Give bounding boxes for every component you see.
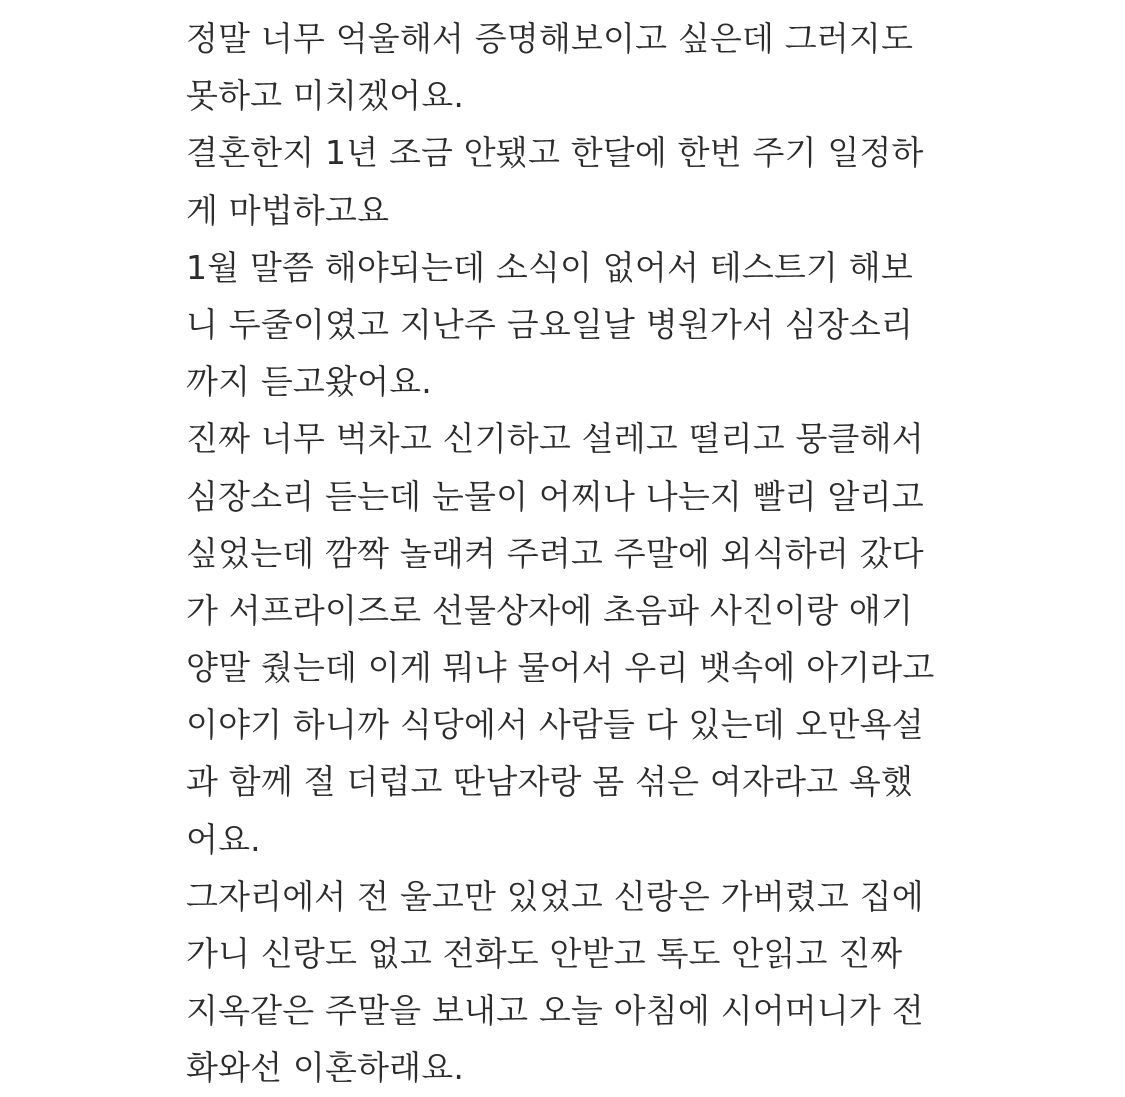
post-text-line: 어요. bbox=[186, 819, 261, 859]
post-text-line: 이야기 하니까 식당에서 사람들 다 있는데 오만욕설 bbox=[186, 705, 924, 745]
post-text-line: 양말 줬는데 이게 뭐냐 물어서 우리 뱃속에 아기라고 bbox=[186, 648, 935, 688]
post-text-line: 게 마법하고요 bbox=[186, 190, 390, 230]
post-text-line: 그자리에서 전 울고만 있었고 신랑은 가버렸고 집에 bbox=[186, 876, 924, 916]
post-text-line: 정말 너무 억울해서 증명해보이고 싶은데 그러지도 bbox=[186, 19, 914, 58]
post-text-line: 과 함께 절 더럽고 딴남자랑 몸 섞은 여자라고 욕했 bbox=[186, 762, 914, 802]
post-text-line: 싶었는데 깜짝 놀래켜 주려고 주말에 외식하러 갔다 bbox=[186, 533, 924, 573]
post-body bbox=[186, 10, 946, 1097]
post-text-line: 지옥같은 주말을 보내고 오늘 아침에 시어머니가 전 bbox=[186, 991, 924, 1031]
post-text-line: 1월 말쯤 해야되는데 소식이 없어서 테스트기 해보 bbox=[186, 247, 913, 287]
post-text-line: 못하고 미치겠어요. bbox=[186, 76, 465, 116]
post-text-line: 진짜 너무 벅차고 신기하고 설레고 떨리고 뭉클해서 bbox=[186, 419, 924, 459]
post-text-line: 까지 듣고왔어요. bbox=[186, 362, 432, 402]
post-text-line: 가 서프라이즈로 선물상자에 초음파 사진이랑 애기 bbox=[186, 590, 914, 630]
post-text-line: 가니 신랑도 없고 전화도 안받고 톡도 안읽고 진짜 bbox=[186, 934, 903, 973]
post-text-line: 화와선 이혼하래요. bbox=[186, 1048, 465, 1088]
post-text-line: 니 두줄이였고 지난주 금요일날 병원가서 심장소리 bbox=[186, 304, 914, 344]
post-text-line: 결혼한지 1년 조금 안됐고 한달에 한번 주기 일정하 bbox=[186, 133, 924, 173]
post-text-line: 심장소리 듣는데 눈물이 어찌나 나는지 빨리 알리고 bbox=[186, 476, 924, 516]
